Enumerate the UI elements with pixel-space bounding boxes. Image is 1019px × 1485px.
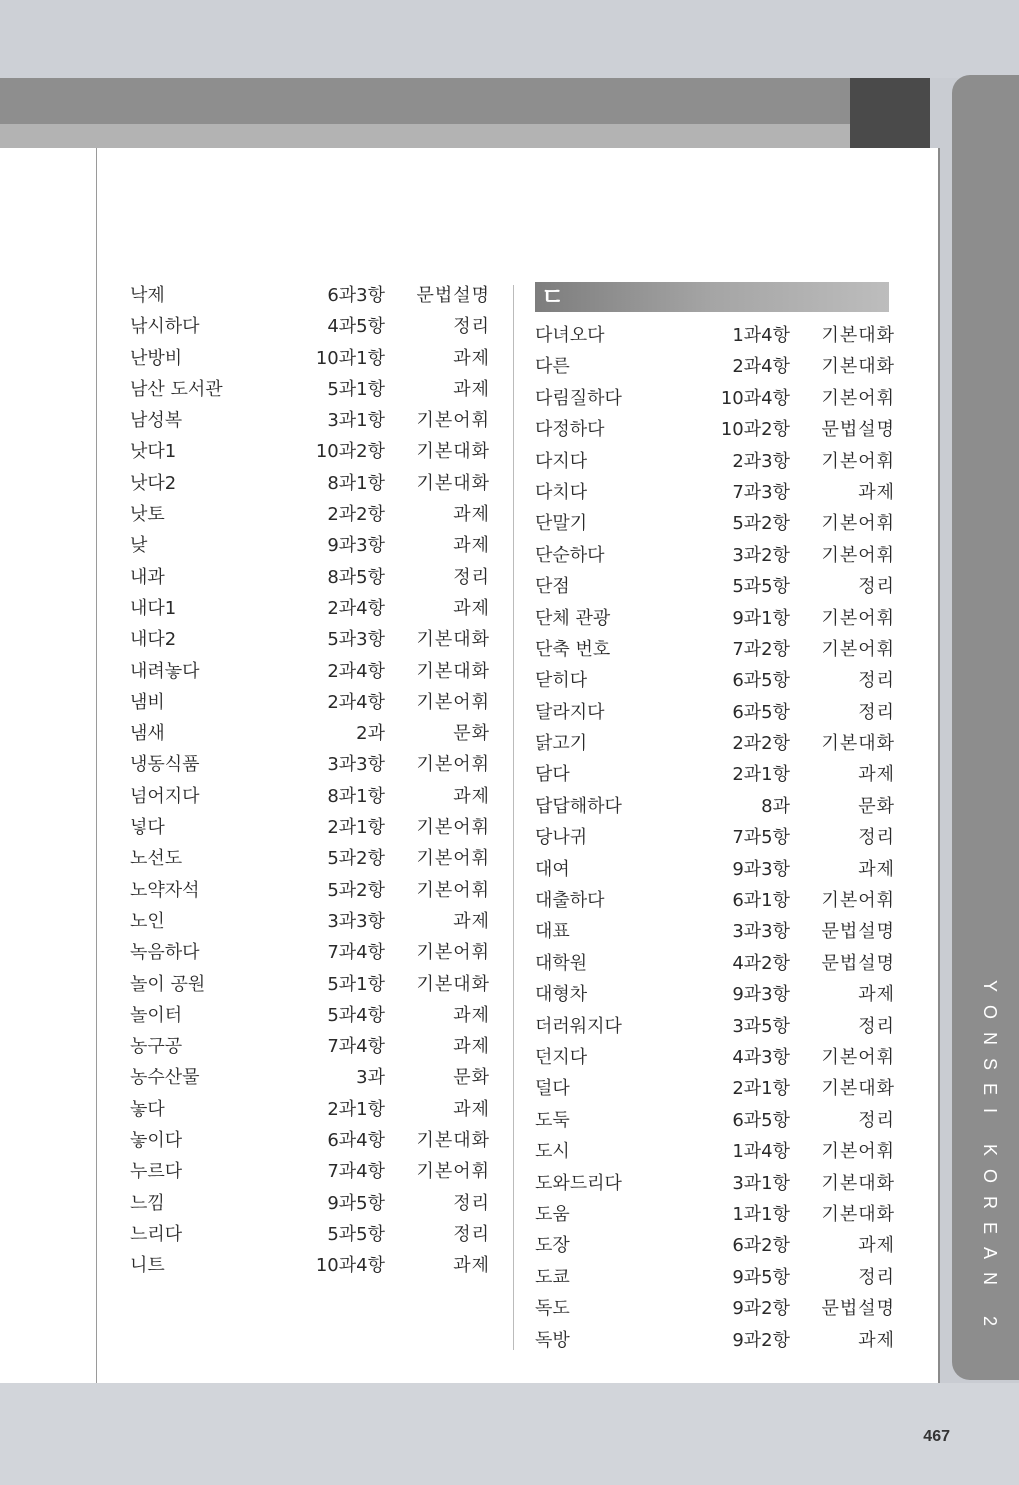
entry-word: 도움 [535, 1203, 570, 1225]
entry-word: 남산 도서관 [130, 378, 223, 400]
margin-line [96, 148, 97, 1383]
entry-type: 정리 [453, 1223, 490, 1245]
entry-word: 낙제 [130, 285, 165, 306]
entry-word: 더러워지다 [535, 1015, 622, 1037]
entry-word: 놓이다 [130, 1130, 183, 1152]
entry-lesson: 2과1항 [732, 764, 790, 786]
entry-lesson: 10과2항 [720, 419, 790, 441]
entry-word: 놓다 [130, 1098, 165, 1120]
entry-lesson: 8과1항 [327, 785, 385, 807]
entry-type: 기본어휘 [821, 1141, 895, 1163]
index-entry [535, 1073, 895, 1104]
index-entry [130, 562, 490, 593]
entry-lesson: 7과2항 [732, 638, 790, 660]
header-band-upper [0, 78, 850, 124]
entry-word: 도와드리다 [535, 1172, 622, 1194]
entry-lesson: 2과1항 [327, 817, 385, 839]
index-entry [535, 634, 895, 665]
entry-type: 기본대화 [416, 660, 490, 682]
index-column-left [130, 280, 490, 1282]
entry-lesson: 2과2항 [327, 504, 385, 526]
entry-word: 내다1 [130, 597, 177, 619]
entry-type: 기본어휘 [416, 754, 490, 776]
entry-word: 다정하다 [535, 419, 605, 441]
entry-type: 기본어휘 [416, 410, 490, 432]
entry-type: 기본대화 [821, 1172, 895, 1194]
entry-type: 문화 [453, 723, 490, 745]
entry-type: 문법설명 [821, 952, 895, 974]
entry-lesson: 2과4항 [732, 356, 790, 378]
entry-word: 대출하다 [535, 890, 605, 912]
entry-word: 대여 [535, 858, 570, 880]
entry-word: 난방비 [130, 347, 183, 369]
entry-type: 과제 [858, 858, 895, 880]
entry-word: 다림질하다 [535, 387, 622, 409]
entry-word: 덜다 [535, 1078, 570, 1100]
entry-word: 단축 번호 [535, 638, 611, 660]
entry-lesson: 6과5항 [732, 670, 790, 692]
entry-type: 문법설명 [821, 921, 895, 943]
entry-type: 기본어휘 [416, 817, 490, 839]
entry-lesson: 7과4항 [327, 1161, 385, 1183]
entry-word: 단말기 [535, 513, 588, 535]
entry-type: 과제 [453, 535, 490, 557]
index-entry [535, 351, 895, 382]
entry-lesson: 5과1항 [327, 973, 385, 995]
entry-type: 정리 [858, 670, 895, 692]
entry-type: 문화 [858, 795, 895, 817]
entry-type: 정리 [858, 827, 895, 849]
entry-word: 대학원 [535, 952, 588, 974]
index-entry [130, 374, 490, 405]
entry-type: 기본어휘 [821, 450, 895, 472]
entry-type: 정리 [858, 576, 895, 598]
entry-type: 기본어휘 [416, 1161, 490, 1183]
index-entry [535, 885, 895, 916]
scan-background-bottom [0, 1383, 1019, 1485]
entry-lesson: 3과5항 [732, 1015, 790, 1037]
entry-lesson: 10과1항 [315, 347, 385, 369]
entry-lesson: 6과2항 [732, 1235, 790, 1257]
entry-word: 던지다 [535, 1046, 588, 1068]
entry-lesson: 7과4항 [327, 1036, 385, 1058]
entry-word: 달라지다 [535, 701, 605, 723]
index-entry [535, 728, 895, 759]
index-entry [130, 1125, 490, 1156]
index-entry [535, 759, 895, 790]
entry-lesson: 6과4항 [327, 1130, 385, 1152]
index-entry [535, 665, 895, 696]
entry-lesson: 9과3항 [732, 984, 790, 1006]
entry-word: 독도 [535, 1298, 570, 1320]
entry-lesson: 1과4항 [732, 325, 790, 346]
entry-lesson: 9과1항 [732, 607, 790, 629]
scan-background-top [0, 0, 1019, 78]
entry-word: 농구공 [130, 1036, 183, 1058]
entry-word: 낫토 [130, 504, 165, 526]
entry-lesson: 8과 [761, 795, 790, 817]
entry-word: 내다2 [130, 629, 177, 651]
entry-type: 정리 [858, 1266, 895, 1288]
entry-word: 넘어지다 [130, 785, 200, 807]
side-tab [952, 75, 1019, 1380]
entry-word: 녹음하다 [130, 942, 200, 964]
entry-type: 과제 [453, 1004, 490, 1026]
entry-word: 도쿄 [535, 1266, 570, 1288]
entry-word: 내과 [130, 566, 165, 588]
index-column-right [535, 320, 895, 1356]
entry-type: 정리 [453, 316, 490, 338]
index-entry [535, 1105, 895, 1136]
entry-type: 과제 [858, 481, 895, 503]
entry-lesson: 7과5항 [732, 827, 790, 849]
entry-lesson: 7과4항 [327, 942, 385, 964]
index-entry [535, 603, 895, 634]
entry-type: 기본어휘 [821, 638, 895, 660]
entry-lesson: 10과2항 [315, 441, 385, 463]
entry-lesson: 2과1항 [732, 1078, 790, 1100]
entry-lesson: 2과3항 [732, 450, 790, 472]
entry-type: 기본대화 [821, 733, 895, 755]
entry-lesson: 5과5항 [327, 1223, 385, 1245]
header-band [0, 78, 930, 148]
entry-lesson: 9과5항 [732, 1266, 790, 1288]
index-entry [535, 1011, 895, 1042]
entry-type: 과제 [453, 347, 490, 369]
index-entry [130, 969, 490, 1000]
entry-type: 과제 [453, 597, 490, 619]
entry-word: 느낌 [130, 1192, 165, 1214]
entry-lesson: 1과1항 [732, 1203, 790, 1225]
section-letter: ㄷ [541, 283, 565, 311]
entry-word: 닭고기 [535, 733, 588, 755]
entry-type: 문법설명 [821, 1298, 895, 1320]
entry-word: 도둑 [535, 1109, 570, 1131]
index-entry [535, 1042, 895, 1073]
entry-word: 낫다1 [130, 441, 177, 463]
entry-type: 기본어휘 [821, 513, 895, 535]
entry-type: 기본어휘 [821, 1046, 895, 1068]
entry-lesson: 1과4항 [732, 1141, 790, 1163]
index-entry [535, 540, 895, 571]
index-entry [130, 843, 490, 874]
entry-word: 놀이 공원 [130, 973, 206, 995]
side-tab-title: YONSEI KOREAN 2 [980, 980, 1000, 1340]
index-entry [130, 718, 490, 749]
header-dark-block [850, 78, 930, 148]
index-entry [130, 906, 490, 937]
index-entry [130, 530, 490, 561]
entry-lesson: 9과3항 [732, 858, 790, 880]
entry-lesson: 10과4항 [315, 1255, 385, 1277]
index-entry [130, 875, 490, 906]
entry-word: 남성복 [130, 410, 183, 432]
index-entry [535, 477, 895, 508]
index-entry [130, 1031, 490, 1062]
entry-lesson: 5과2항 [327, 879, 385, 901]
entry-type: 과제 [453, 504, 490, 526]
entry-type: 문화 [453, 1067, 490, 1089]
entry-type: 과제 [453, 378, 490, 400]
entry-lesson: 3과1항 [327, 410, 385, 432]
index-entry [535, 1325, 895, 1356]
entry-lesson: 6과5항 [732, 1109, 790, 1131]
entry-type: 기본어휘 [416, 879, 490, 901]
entry-word: 냄비 [130, 691, 165, 713]
entry-type: 기본대화 [821, 325, 895, 346]
entry-lesson: 10과4항 [720, 387, 790, 409]
index-entry [130, 499, 490, 530]
entry-type: 정리 [453, 566, 490, 588]
entry-word: 독방 [535, 1329, 570, 1351]
entry-lesson: 5과5항 [732, 576, 790, 598]
entry-type: 기본대화 [416, 441, 490, 463]
entry-type: 정리 [453, 1192, 490, 1214]
entry-word: 누르다 [130, 1161, 183, 1183]
index-entry [130, 937, 490, 968]
entry-type: 기본대화 [416, 629, 490, 651]
page-number: 467 [923, 1428, 950, 1445]
page-right-edge [938, 148, 940, 1383]
index-entry [130, 1000, 490, 1031]
index-entry [130, 812, 490, 843]
index-entry [535, 854, 895, 885]
index-entry [130, 468, 490, 499]
entry-word: 노선도 [130, 848, 183, 870]
entry-lesson: 4과5항 [327, 316, 385, 338]
entry-word: 다른 [535, 356, 570, 378]
entry-lesson: 9과2항 [732, 1329, 790, 1351]
entry-lesson: 3과 [356, 1067, 385, 1089]
entry-lesson: 2과4항 [327, 597, 385, 619]
index-entry [130, 781, 490, 812]
entry-word: 당나귀 [535, 827, 588, 849]
entry-type: 과제 [453, 910, 490, 932]
index-entry [130, 1188, 490, 1219]
index-entry [130, 749, 490, 780]
entry-lesson: 2과4항 [327, 691, 385, 713]
entry-lesson: 4과2항 [732, 952, 790, 974]
entry-word: 내려놓다 [130, 660, 200, 682]
entry-word: 도시 [535, 1141, 570, 1163]
entry-type: 기본어휘 [821, 607, 895, 629]
entry-type: 정리 [858, 1015, 895, 1037]
index-entry [535, 1136, 895, 1167]
entry-type: 과제 [453, 1255, 490, 1277]
entry-word: 니트 [130, 1255, 165, 1277]
index-entry [535, 916, 895, 947]
index-entry [535, 1230, 895, 1261]
entry-type: 과제 [453, 1098, 490, 1120]
entry-lesson: 5과2항 [732, 513, 790, 535]
entry-type: 과제 [453, 785, 490, 807]
entry-type: 기본대화 [416, 1130, 490, 1152]
entry-lesson: 5과4항 [327, 1004, 385, 1026]
entry-lesson: 5과3항 [327, 629, 385, 651]
index-entry [535, 791, 895, 822]
entry-word: 낮 [130, 535, 148, 557]
entry-lesson: 6과1항 [732, 890, 790, 912]
index-entry [130, 1156, 490, 1187]
index-entry [535, 1199, 895, 1230]
entry-word: 단점 [535, 576, 570, 598]
entry-type: 기본어휘 [416, 848, 490, 870]
entry-word: 대표 [535, 921, 570, 943]
entry-lesson: 3과1항 [732, 1172, 790, 1194]
entry-lesson: 9과3항 [327, 535, 385, 557]
index-entry [130, 343, 490, 374]
index-entry [130, 1094, 490, 1125]
entry-lesson: 8과5항 [327, 566, 385, 588]
index-entry [535, 822, 895, 853]
index-entry [535, 979, 895, 1010]
index-entry [130, 1062, 490, 1093]
section-header-bar [535, 282, 889, 312]
entry-type: 과제 [858, 1329, 895, 1351]
index-entry [130, 311, 490, 342]
index-entry [535, 414, 895, 445]
entry-lesson: 4과3항 [732, 1046, 790, 1068]
entry-word: 놀이터 [130, 1004, 183, 1026]
header-band-lower [0, 124, 930, 148]
entry-lesson: 9과5항 [327, 1192, 385, 1214]
entry-lesson: 9과2항 [732, 1298, 790, 1320]
entry-word: 다치다 [535, 481, 588, 503]
entry-type: 과제 [858, 764, 895, 786]
index-entry [535, 1262, 895, 1293]
entry-type: 기본어휘 [416, 691, 490, 713]
index-entry [535, 948, 895, 979]
entry-lesson: 6과3항 [327, 285, 385, 306]
entry-lesson: 3과2항 [732, 544, 790, 566]
index-entry [130, 1219, 490, 1250]
entry-word: 닫히다 [535, 670, 588, 692]
entry-word: 노약자석 [130, 879, 200, 901]
entry-lesson: 2과2항 [732, 733, 790, 755]
entry-word: 농수산물 [130, 1067, 200, 1089]
index-entry [130, 1250, 490, 1281]
entry-lesson: 8과1항 [327, 472, 385, 494]
entry-word: 단순하다 [535, 544, 605, 566]
entry-lesson: 2과 [356, 723, 385, 745]
entry-lesson: 3과3항 [732, 921, 790, 943]
entry-type: 정리 [858, 701, 895, 723]
entry-word: 다녀오다 [535, 325, 605, 346]
entry-type: 과제 [453, 1036, 490, 1058]
entry-type: 기본대화 [821, 1078, 895, 1100]
index-entry [535, 508, 895, 539]
entry-type: 기본대화 [416, 973, 490, 995]
entry-word: 냄새 [130, 723, 165, 745]
entry-word: 노인 [130, 910, 165, 932]
entry-type: 기본어휘 [416, 942, 490, 964]
entry-word: 도장 [535, 1235, 570, 1257]
entry-type: 문법설명 [821, 419, 895, 441]
index-entry [535, 1293, 895, 1324]
entry-word: 넣다 [130, 817, 165, 839]
index-entry [535, 383, 895, 414]
entry-type: 기본대화 [821, 356, 895, 378]
entry-type: 기본대화 [821, 1203, 895, 1225]
entry-lesson: 2과1항 [327, 1098, 385, 1120]
entry-word: 대형차 [535, 984, 588, 1006]
entry-lesson: 6과5항 [732, 701, 790, 723]
index-entry [130, 593, 490, 624]
index-entry [535, 697, 895, 728]
index-entry [130, 405, 490, 436]
entry-type: 문법설명 [416, 285, 490, 306]
column-separator [513, 285, 514, 1350]
entry-word: 낫다2 [130, 472, 177, 494]
index-entry [130, 624, 490, 655]
entry-lesson: 3과3항 [327, 754, 385, 776]
entry-lesson: 2과4항 [327, 660, 385, 682]
entry-type: 기본어휘 [821, 544, 895, 566]
entry-type: 기본어휘 [821, 387, 895, 409]
index-entry [535, 446, 895, 477]
entry-type: 과제 [858, 984, 895, 1006]
entry-word: 다지다 [535, 450, 588, 472]
entry-word: 담다 [535, 764, 570, 786]
index-entry [535, 1168, 895, 1199]
entry-type: 기본어휘 [821, 890, 895, 912]
index-entry [130, 687, 490, 718]
entry-type: 과제 [858, 1235, 895, 1257]
entry-type: 기본대화 [416, 472, 490, 494]
entry-lesson: 3과3항 [327, 910, 385, 932]
index-entry [535, 571, 895, 602]
entry-word: 냉동식품 [130, 754, 200, 776]
entry-word: 답답해하다 [535, 795, 622, 817]
entry-lesson: 7과3항 [732, 481, 790, 503]
entry-word: 느리다 [130, 1223, 183, 1245]
entry-lesson: 5과1항 [327, 378, 385, 400]
entry-word: 단체 관광 [535, 607, 611, 629]
index-entry [130, 280, 490, 311]
entry-type: 정리 [858, 1109, 895, 1131]
index-entry [535, 320, 895, 351]
entry-lesson: 5과2항 [327, 848, 385, 870]
index-entry [130, 436, 490, 467]
index-entry [130, 656, 490, 687]
entry-word: 낚시하다 [130, 316, 200, 338]
